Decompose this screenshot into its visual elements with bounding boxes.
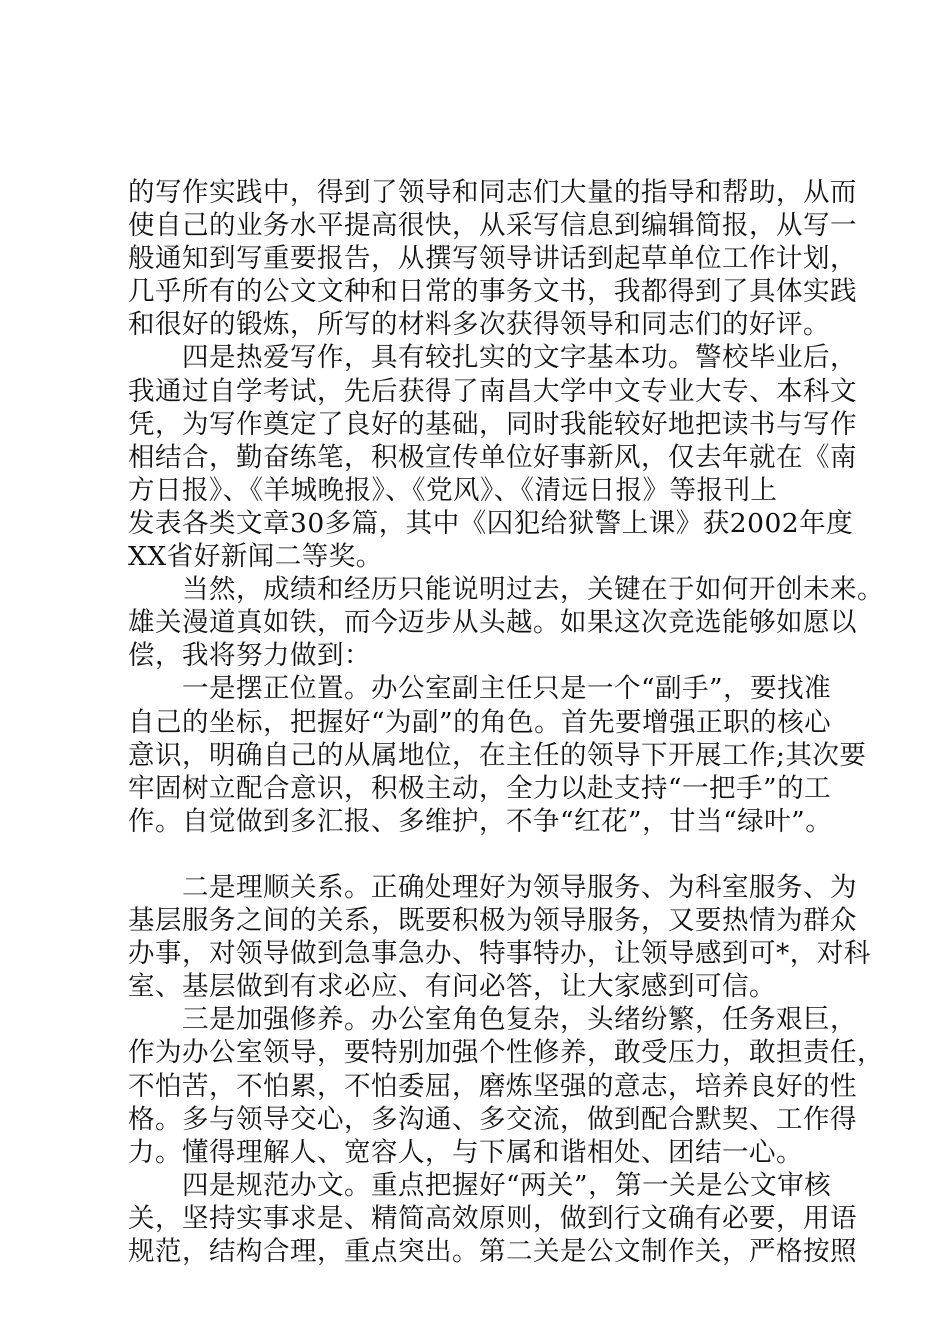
document-body	[128, 176, 884, 1268]
text-line: 四是规范办文。重点把握好“两关”，第一关是公文审核	[128, 1169, 832, 1201]
text-line: 四是热爱写作，具有较扎实的文字基本功。警校毕业后，	[128, 342, 857, 374]
text-line: 基层服务之间的关系，既要积极为领导服务，又要热情为群众	[128, 905, 857, 937]
text-line: 几乎所有的公文文种和日常的事务文书，我都得到了具体实践	[128, 276, 857, 308]
text-line: 作。自觉做到多汇报、多维护，不争“红花”，甘当“绿叶”。	[128, 805, 833, 837]
text-line: 我通过自学考试，先后获得了南昌大学中文专业大专、本科文	[128, 375, 857, 407]
text-line: 般通知到写重要报告，从撰写领导讲话到起草单位工作计划，	[128, 243, 857, 275]
text-line: 不怕苦，不怕累，不怕委屈，磨炼坚强的意志，培养良好的性	[128, 1070, 857, 1102]
text-line: 一是摆正位置。办公室副主任只是一个“副手”，要找准	[128, 673, 832, 705]
text-line: XX省好新闻二等奖。	[128, 541, 383, 573]
text-line: 室、基层做到有求必应、有问必答，让大家感到可信。	[128, 971, 776, 1003]
text-line: 雄关漫道真如铁，而今迈步从头越。如果这次竞选能够如愿以	[128, 607, 857, 639]
text-line: 相结合，勤奋练笔，积极宣传单位好事新风，仅去年就在《南	[128, 441, 857, 473]
text-line: 办事，对领导做到急事急办、特事特办，让领导感到可*，对科	[128, 938, 871, 970]
text-line: 规范，结构合理，重点突出。第二关是公文制作关，严格按照	[128, 1236, 857, 1267]
text-line: 三是加强修养。办公室角色复杂，头绪纷繁，任务艰巨，	[128, 1004, 857, 1036]
text-line: 发表各类文章30多篇，其中《囚犯给狱警上课》获2002年度	[128, 507, 854, 539]
text-line: 力。懂得理解人、宽容人，与下属和谐相处、团结一心。	[128, 1136, 803, 1168]
text-line: 意识，明确自己的从属地位，在主任的领导下开展工作;其次要	[128, 739, 867, 771]
text-line: 和很好的锻炼，所写的材料多次获得领导和同志们的好评。	[128, 309, 830, 341]
text-line: 凭，为写作奠定了良好的基础，同时我能较好地把读书与写作	[128, 408, 857, 440]
text-line: 作为办公室领导，要特别加强个性修养，敢受压力，敢担责任，	[128, 1037, 884, 1069]
text-line: 方日报》、《羊城晚报》、《党风》、《清远日报》等报刊上	[128, 474, 778, 506]
text-line: 格。多与领导交心，多沟通、多交流，做到配合默契、工作得	[128, 1103, 857, 1135]
text-line: 二是理顺关系。正确处理好为领导服务、为科室服务、为	[128, 871, 857, 903]
text-line: 偿，我将努力做到：	[128, 640, 371, 672]
text-line: 当然，成绩和经历只能说明过去，关键在于如何开创未来。	[128, 574, 884, 606]
paragraph-gap	[128, 838, 840, 871]
text-line: 的写作实践中，得到了领导和同志们大量的指导和帮助，从而	[128, 177, 857, 208]
text-line: 使自己的业务水平提高很快，从采写信息到编辑简报，从写一	[128, 210, 857, 242]
text-line: 牢固树立配合意识，积极主动，全力以赴支持“一把手”的工	[128, 772, 832, 804]
text-line: 关，坚持实事求是、精简高效原则，做到行文确有必要，用语	[128, 1202, 857, 1234]
text-line: 自己的坐标，把握好“为副”的角色。首先要增强正职的核心	[128, 706, 832, 738]
